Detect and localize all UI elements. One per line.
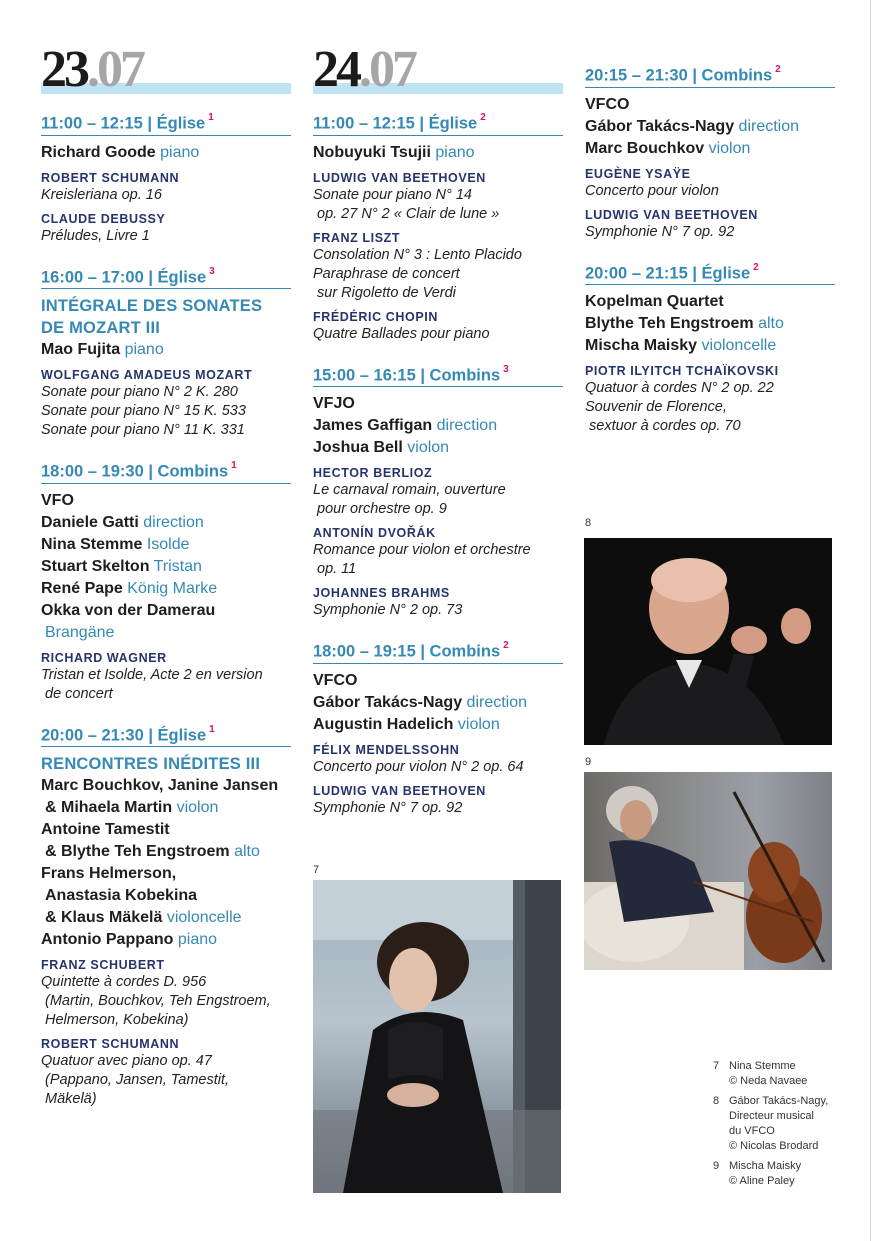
performer-name: Stuart Skelton bbox=[41, 557, 150, 575]
photo-mischa-maisky bbox=[584, 772, 832, 970]
performer-name: Marc Bouchkov, Janine Jansen bbox=[41, 777, 279, 794]
performer-role: direction bbox=[436, 417, 498, 434]
photo-7-illustration bbox=[313, 880, 561, 1193]
event-block bbox=[313, 362, 563, 621]
composer-name: FRÉDÉRIC CHOPIN bbox=[313, 309, 438, 324]
performer-line bbox=[41, 600, 291, 622]
date-text bbox=[41, 40, 143, 100]
event-time-venue bbox=[313, 362, 563, 388]
event-time-venue bbox=[585, 260, 835, 286]
photo-credits bbox=[713, 1059, 853, 1194]
date-separator: . bbox=[359, 41, 369, 98]
performer-line bbox=[41, 142, 291, 164]
program-title: DE MOZART III bbox=[41, 319, 161, 337]
work-title: Symphonie N° 7 op. 92 bbox=[313, 799, 463, 816]
performer-line bbox=[41, 534, 291, 556]
composer-name: EUGÈNE YSAŸE bbox=[585, 166, 691, 181]
composer-name: WOLFGANG AMADEUS MOZART bbox=[41, 368, 253, 382]
event-time-text: 11:00 – 12:15 | Église bbox=[41, 114, 206, 133]
work-title: Quatuor avec piano op. 47 bbox=[41, 1053, 212, 1069]
event-time-venue bbox=[41, 264, 291, 290]
performer-name: & Klaus Mäkelä bbox=[45, 909, 163, 926]
program-title: INTÉGRALE DES SONATES bbox=[41, 297, 263, 315]
performer-role: direction bbox=[738, 117, 800, 135]
date-day: 24 bbox=[313, 41, 359, 98]
event-time-text: 18:00 – 19:15 | Combins bbox=[313, 642, 501, 661]
credit-line: Directeur musical bbox=[729, 1110, 814, 1122]
composer-name: ROBERT SCHUMANN bbox=[41, 1037, 180, 1051]
work-title: Romance pour violon et orchestre bbox=[313, 542, 531, 558]
event-block bbox=[41, 722, 291, 1110]
credit-line: © Aline Paley bbox=[729, 1175, 795, 1187]
event-time-text: 20:00 – 21:15 | Église bbox=[585, 264, 751, 282]
photo-9-number: 9 bbox=[585, 756, 592, 768]
performer-line bbox=[41, 512, 291, 534]
performer-name: James Gaffigan bbox=[313, 417, 433, 434]
performer-name: Richard Goode bbox=[41, 143, 156, 161]
event-note-number: 3 bbox=[503, 363, 509, 375]
work-title: Paraphrase de concert bbox=[313, 265, 460, 282]
performer-name: Blythe Teh Engstroem bbox=[585, 315, 754, 332]
performer-name: René Pape bbox=[41, 579, 123, 597]
performer-line bbox=[41, 339, 291, 361]
event-time-venue bbox=[313, 110, 563, 136]
work-title: Symphonie N° 7 op. 92 bbox=[585, 223, 735, 240]
performer-line bbox=[41, 775, 291, 797]
performer-role: Isolde bbox=[146, 535, 190, 553]
event-note-number: 3 bbox=[209, 265, 215, 277]
work-title: Concerto pour violon N° 2 op. 64 bbox=[313, 758, 524, 775]
performer-role: violoncelle bbox=[166, 909, 242, 926]
performer-role: violon bbox=[708, 139, 751, 157]
credit-number: 8 bbox=[713, 1095, 720, 1107]
performer-line bbox=[313, 437, 563, 459]
credit-line: Mischa Maisky bbox=[729, 1160, 802, 1172]
photo-nina-stemme bbox=[313, 880, 561, 1193]
date-month: 07 bbox=[97, 41, 143, 98]
performer-role: piano bbox=[177, 931, 218, 948]
work-title: Le carnaval romain, ouverture bbox=[313, 482, 506, 498]
photo-gabor-takacs-nagy bbox=[584, 538, 832, 745]
composer-name: ANTONÍN DVOŘÁK bbox=[313, 526, 436, 540]
composer-name: HECTOR BERLIOZ bbox=[313, 466, 433, 480]
event-time-text: 11:00 – 12:15 | Église bbox=[313, 114, 478, 133]
event-note-number: 2 bbox=[503, 640, 509, 651]
composer-name: JOHANNES BRAHMS bbox=[313, 586, 450, 600]
ensemble-name: VFJO bbox=[313, 395, 355, 412]
ensemble-name: VFCO bbox=[313, 671, 358, 689]
performer-role: piano bbox=[160, 143, 200, 161]
performer-line bbox=[41, 929, 291, 951]
credit-line: Nina Stemme bbox=[729, 1060, 796, 1072]
performer-line bbox=[585, 335, 835, 357]
performer-name: & Blythe Teh Engstroem bbox=[45, 843, 230, 860]
performer-name: Anastasia Kobekina bbox=[45, 887, 198, 904]
event-note-number: 2 bbox=[480, 112, 486, 123]
performer-line bbox=[313, 692, 563, 714]
performer-line bbox=[41, 819, 291, 841]
credit-line: du VFCO bbox=[729, 1125, 775, 1137]
performer-name: Nobuyuki Tsujii bbox=[313, 143, 431, 161]
work-title: sur Rigoletto de Verdi bbox=[317, 284, 456, 301]
work-title: op. 11 bbox=[317, 561, 357, 577]
performer-name: Mischa Maisky bbox=[585, 337, 698, 354]
performer-role: Brangäne bbox=[45, 623, 115, 641]
photo-8-number: 8 bbox=[585, 517, 592, 529]
work-title: Consolation N° 3 : Lento Placido bbox=[313, 246, 522, 263]
work-title: Helmerson, Kobekina) bbox=[45, 1012, 189, 1028]
work-title: Mäkelä) bbox=[45, 1091, 97, 1107]
performer-line bbox=[41, 578, 291, 600]
performer-line bbox=[41, 841, 291, 863]
composer-name: LUDWIG VAN BEETHOVEN bbox=[313, 783, 486, 798]
performer-line bbox=[585, 291, 835, 313]
credit-entry bbox=[713, 1094, 853, 1154]
program-title: RENCONTRES INÉDITES III bbox=[41, 755, 261, 773]
event-block bbox=[41, 458, 291, 704]
composer-name: FÉLIX MENDELSSOHN bbox=[313, 742, 460, 757]
performer-role: violoncelle bbox=[701, 337, 777, 354]
event-time-venue bbox=[41, 110, 291, 136]
photo-9-illustration bbox=[584, 772, 832, 970]
credit-entry bbox=[713, 1159, 853, 1189]
date-day: 23 bbox=[41, 41, 87, 98]
performer-role: König Marke bbox=[127, 579, 218, 597]
work-title: Préludes, Livre 1 bbox=[41, 227, 150, 244]
work-title: Souvenir de Florence, bbox=[585, 399, 727, 415]
performer-role: violon bbox=[176, 799, 219, 816]
performer-role: direction bbox=[143, 513, 204, 531]
ensemble-name: VFCO bbox=[585, 95, 630, 113]
performer-name: Joshua Bell bbox=[313, 439, 403, 456]
event-block bbox=[313, 638, 563, 818]
performer-name: Daniele Gatti bbox=[41, 513, 139, 531]
work-title: sextuor à cordes op. 70 bbox=[589, 418, 741, 434]
performer-role: direction bbox=[466, 693, 528, 711]
date-text bbox=[313, 40, 415, 100]
event-time-text: 15:00 – 16:15 | Combins bbox=[313, 366, 501, 384]
event-block bbox=[585, 62, 835, 242]
performer-name: Okka von der Damerau bbox=[41, 601, 216, 619]
work-title: Sonate pour piano N° 2 K. 280 bbox=[41, 384, 238, 400]
credit-number: 9 bbox=[713, 1160, 720, 1172]
event-block bbox=[313, 110, 563, 344]
event-note-number: 2 bbox=[753, 261, 759, 273]
event-time-text: 20:15 – 21:30 | Combins bbox=[585, 66, 773, 85]
date-heading bbox=[41, 41, 291, 98]
performer-name: Antoine Tamestit bbox=[41, 821, 170, 838]
event-time-venue bbox=[41, 722, 291, 748]
performer-line bbox=[41, 797, 291, 819]
performer-line bbox=[41, 863, 291, 885]
performer-line bbox=[313, 415, 563, 437]
composer-name: FRANZ SCHUBERT bbox=[41, 958, 165, 972]
work-title: de concert bbox=[45, 685, 113, 702]
work-title: (Pappano, Jansen, Tamestit, bbox=[45, 1072, 230, 1088]
event-note-number: 1 bbox=[208, 112, 214, 123]
event-note-number: 1 bbox=[231, 460, 237, 471]
photo-7-number: 7 bbox=[313, 864, 320, 876]
performer-role: violon bbox=[457, 715, 500, 733]
performer-name: Gábor Takács-Nagy bbox=[585, 117, 735, 135]
performer-role: alto bbox=[758, 315, 784, 332]
performer-name: Nina Stemme bbox=[41, 535, 143, 553]
work-title: op. 27 N° 2 « Clair de lune » bbox=[317, 205, 500, 222]
work-title: Kreisleriana op. 16 bbox=[41, 186, 162, 203]
composer-name: LUDWIG VAN BEETHOVEN bbox=[313, 170, 486, 185]
work-title: Symphonie N° 2 op. 73 bbox=[313, 602, 463, 618]
work-title: Concerto pour violon bbox=[585, 182, 719, 199]
composer-name: RICHARD WAGNER bbox=[41, 650, 167, 665]
work-title: Sonate pour piano N° 11 K. 331 bbox=[41, 422, 245, 438]
photo-8-illustration bbox=[584, 538, 832, 745]
composer-name: FRANZ LISZT bbox=[313, 230, 401, 245]
performer-name: Gábor Takács-Nagy bbox=[313, 693, 463, 711]
event-time-text: 18:00 – 19:30 | Combins bbox=[41, 462, 229, 481]
performer-line bbox=[41, 556, 291, 578]
performer-line bbox=[41, 907, 291, 929]
column-spacer bbox=[585, 44, 835, 62]
composer-name: ROBERT SCHUMANN bbox=[41, 170, 180, 185]
composer-name: PIOTR ILYITCH TCHAÏKOVSKI bbox=[585, 364, 779, 378]
performer-line bbox=[585, 116, 835, 138]
date-month: 07 bbox=[369, 41, 415, 98]
performer-role: piano bbox=[124, 341, 164, 358]
performer-role: violon bbox=[407, 439, 450, 456]
performer-name: Frans Helmerson, bbox=[41, 865, 177, 882]
credit-number: 7 bbox=[713, 1060, 720, 1072]
performer-line bbox=[313, 142, 563, 164]
work-title: (Martin, Bouchkov, Teh Engstroem, bbox=[45, 993, 271, 1009]
column-day-24 bbox=[313, 41, 563, 836]
performer-name: Mao Fujita bbox=[41, 341, 121, 358]
event-block bbox=[41, 264, 291, 441]
work-title: Quintette à cordes D. 956 bbox=[41, 974, 207, 990]
event-time-text: 20:00 – 21:30 | Église bbox=[41, 726, 207, 744]
event-time-venue bbox=[313, 638, 563, 664]
composer-name: LUDWIG VAN BEETHOVEN bbox=[585, 207, 758, 222]
event-time-text: 16:00 – 17:00 | Église bbox=[41, 268, 207, 286]
credit-line: Gábor Takács-Nagy, bbox=[729, 1095, 829, 1107]
date-separator: . bbox=[87, 41, 97, 98]
work-title: Quatuor à cordes N° 2 op. 22 bbox=[585, 380, 774, 396]
composer-name: CLAUDE DEBUSSY bbox=[41, 211, 166, 226]
event-note-number: 1 bbox=[209, 723, 215, 735]
credit-line: © Nicolas Brodard bbox=[729, 1140, 819, 1152]
work-title: Tristan et Isolde, Acte 2 en version bbox=[41, 666, 263, 683]
performer-line bbox=[585, 313, 835, 335]
event-note-number: 2 bbox=[775, 64, 781, 75]
ensemble-name: VFO bbox=[41, 491, 74, 509]
event-time-venue bbox=[585, 62, 835, 88]
column-day-23 bbox=[41, 41, 291, 1127]
column-day-24-continued bbox=[585, 44, 835, 454]
work-title: Sonate pour piano N° 15 K. 533 bbox=[41, 403, 246, 419]
credit-line: © Neda Navaee bbox=[729, 1075, 808, 1087]
performer-line bbox=[41, 622, 291, 644]
performer-name: Antonio Pappano bbox=[41, 931, 174, 948]
performer-role: alto bbox=[234, 843, 260, 860]
performer-name: Marc Bouchkov bbox=[585, 139, 705, 157]
work-title: Sonate pour piano N° 14 bbox=[313, 186, 472, 203]
performer-line bbox=[41, 885, 291, 907]
performer-name: Augustin Hadelich bbox=[313, 715, 454, 733]
event-block bbox=[41, 110, 291, 246]
event-time-venue bbox=[41, 458, 291, 484]
performer-line bbox=[313, 714, 563, 736]
performer-name: Kopelman Quartet bbox=[585, 293, 724, 310]
credit-entry bbox=[713, 1059, 853, 1089]
performer-line bbox=[585, 138, 835, 160]
performer-name: & Mihaela Martin bbox=[45, 799, 173, 816]
performer-role: piano bbox=[435, 143, 475, 161]
work-title: pour orchestre op. 9 bbox=[317, 501, 447, 517]
work-title: Quatre Ballades pour piano bbox=[313, 325, 490, 342]
performer-role: Tristan bbox=[153, 557, 202, 575]
date-heading bbox=[313, 41, 563, 98]
event-block bbox=[585, 260, 835, 437]
